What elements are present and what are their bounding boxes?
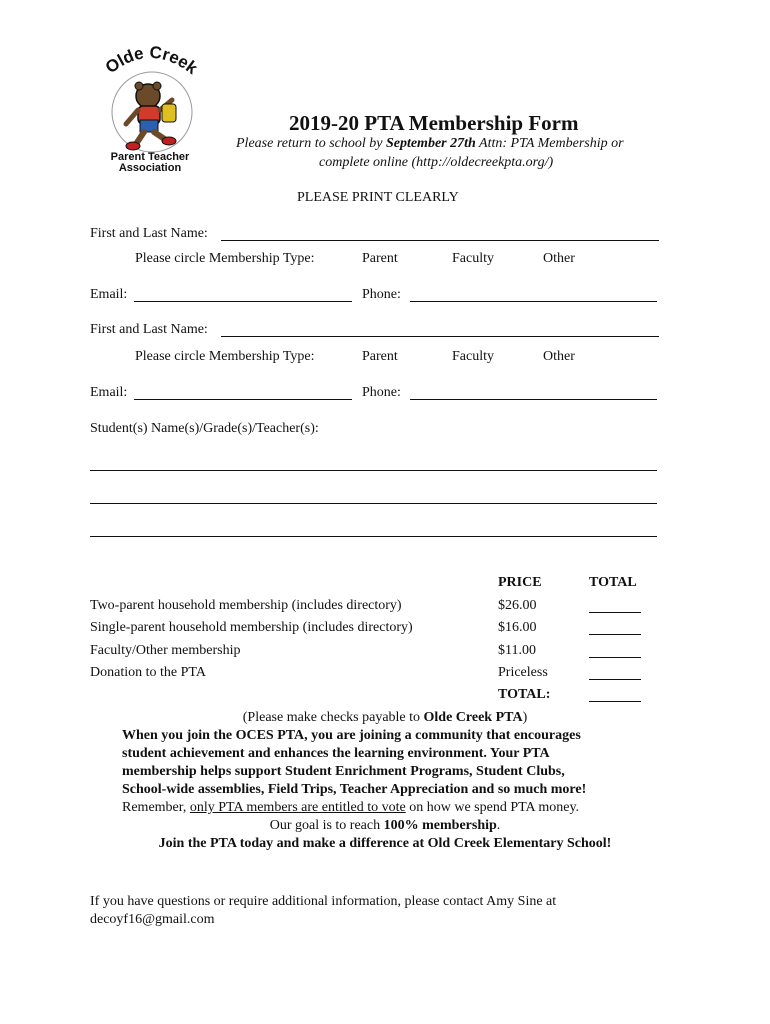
join-text-4: School-wide assemblies, Field Trips, Teacher Appreciation and so much more!: [122, 782, 587, 797]
online-instructions: complete online (http://oldecreekpta.org/): [319, 155, 554, 170]
membership-message: [90, 709, 680, 853]
member-1-type-faculty[interactable]: Faculty: [452, 251, 494, 266]
goal-note: Our goal is to reach 100% membership.: [269, 818, 501, 833]
member-1-email-field[interactable]: [134, 301, 352, 302]
join-today-note: Join the PTA today and make a difference at Old Creek Elementary School!: [158, 836, 612, 851]
price-header: PRICE: [498, 575, 542, 590]
member-1-name-label: First and Last Name:: [90, 226, 208, 241]
price-row-4-price: Priceless: [498, 665, 548, 680]
price-row-2-total-field[interactable]: [589, 634, 641, 635]
logo-text-bottom-2: Association: [118, 162, 182, 174]
member-2-type-parent[interactable]: Parent: [362, 349, 398, 364]
student-line-2[interactable]: [90, 503, 657, 504]
price-row-4-total-field[interactable]: [589, 679, 641, 680]
price-row-3-total-field[interactable]: [589, 657, 641, 658]
price-row-1-total-field[interactable]: [589, 612, 641, 613]
member-2-type-faculty[interactable]: Faculty: [452, 349, 494, 364]
member-2-type-label: Please circle Membership Type:: [135, 349, 315, 364]
price-row-1-price: $26.00: [498, 598, 537, 613]
member-2-type-other[interactable]: Other: [543, 349, 575, 364]
total-header: TOTAL: [589, 575, 637, 590]
member-2-name-label: First and Last Name:: [90, 322, 208, 337]
price-row-3-price: $11.00: [498, 643, 536, 658]
member-1-type-label: Please circle Membership Type:: [135, 251, 315, 266]
member-1-type-other[interactable]: Other: [543, 251, 575, 266]
member-2-name-field[interactable]: [221, 336, 659, 337]
member-1-phone-label: Phone:: [362, 287, 401, 302]
member-1-phone-field[interactable]: [410, 301, 657, 302]
student-line-1[interactable]: [90, 470, 657, 471]
member-2-phone-label: Phone:: [362, 385, 401, 400]
join-text-2: student achievement and enhances the learning environment. Your PTA: [122, 746, 550, 761]
return-instructions: Please return to school by September 27th Attn: PTA Membership or: [236, 136, 624, 151]
olde-creek-pta-logo: [96, 40, 204, 176]
student-line-3[interactable]: [90, 536, 657, 537]
grand-total-label: TOTAL:: [498, 687, 551, 702]
member-2-email-label: Email:: [90, 385, 128, 400]
print-clearly-note: PLEASE PRINT CLEARLY: [297, 190, 459, 205]
join-text-3: membership helps support Student Enrichment Programs, Student Clubs,: [122, 764, 565, 779]
contact-line-1: If you have questions or require additional information, please contact Amy Sine at: [90, 894, 557, 909]
logo-text-bottom-1: Parent Teacher: [110, 151, 190, 163]
member-1-type-parent[interactable]: Parent: [362, 251, 398, 266]
logo-text-top: Olde Creek: [101, 42, 202, 79]
member-1-email-label: Email:: [90, 287, 128, 302]
contact-email[interactable]: decoyf16@gmail.com: [90, 912, 215, 927]
price-row-1-label: Two-parent household membership (includes directory): [90, 598, 402, 613]
member-2-phone-field[interactable]: [410, 399, 657, 400]
students-label: Student(s) Name(s)/Grade(s)/Teacher(s):: [90, 421, 319, 436]
grand-total-field[interactable]: [589, 701, 641, 702]
checks-note: (Please make checks payable to Olde Creek PTA): [242, 710, 528, 725]
remember-note: Remember, only PTA members are entitled to vote on how we spend PTA money.: [122, 800, 580, 815]
join-text-1: When you join the OCES PTA, you are joining a community that encourages: [122, 728, 581, 743]
price-row-3-label: Faculty/Other membership: [90, 643, 241, 658]
svg-text:Olde Creek: [102, 43, 202, 79]
price-row-4-label: Donation to the PTA: [90, 665, 206, 680]
member-2-email-field[interactable]: [134, 399, 352, 400]
price-row-2-label: Single-parent household membership (includes directory): [90, 620, 413, 635]
member-1-name-field[interactable]: [221, 240, 659, 241]
price-row-2-price: $16.00: [498, 620, 537, 635]
page-title: 2019-20 PTA Membership Form: [289, 111, 579, 135]
